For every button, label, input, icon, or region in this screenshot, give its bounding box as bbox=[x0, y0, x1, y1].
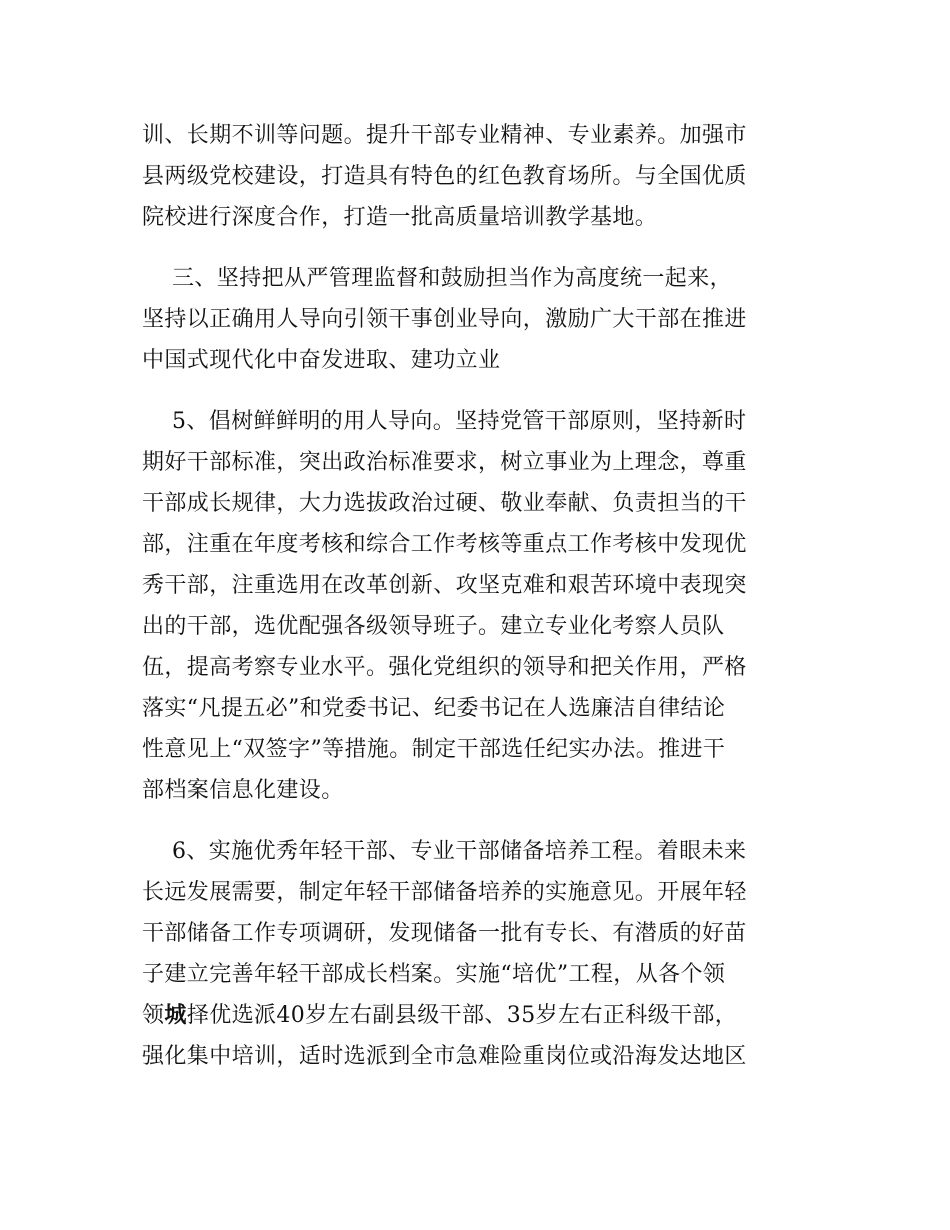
paragraph-6-line-5-prefix: 领 bbox=[142, 1003, 165, 1028]
paragraph-6-line-5 bbox=[142, 1000, 737, 1032]
heading-3-line-3: 中国式现代化中奋发进取、建功立业 bbox=[142, 348, 501, 373]
paragraph-6-line-5-rest: 择优选派40岁左右副县级干部、35岁左右正科级干部， bbox=[186, 1003, 738, 1028]
heading-3-line-2: 坚持以正确用人导向引领干事创业导向，激励广大干部在推进 bbox=[142, 307, 747, 332]
paragraph-5-line-1: 5、倡树鲜鲜明的用人导向。坚持党管干部原则，坚持新时 bbox=[172, 409, 747, 434]
paragraph-5-line-8: 落实“凡提五必”和党委书记、纪委书记在人选廉洁自律结论 bbox=[142, 696, 726, 721]
paragraph-5-line-4: 部，注重在年度考核和综合工作考核等重点工作考核中发现优 bbox=[142, 532, 747, 557]
paragraph-5-line-9: 性意见上“双签字”等措施。制定干部选任纪实办法。推进干 bbox=[142, 737, 726, 762]
paragraph-5-line-6: 出的干部，选优配强各级领导班子。建立专业化考察人员队 bbox=[142, 614, 725, 639]
paragraph-5-line-10: 部档案信息化建设。 bbox=[142, 778, 344, 803]
paragraph-6-line-3: 干部储备工作专项调研，发现储备一批有专长、有潜质的好苗 bbox=[142, 921, 747, 946]
paragraph-5-line-5: 秀干部，注重选用在改革创新、攻坚克难和艰苦环境中表现突 bbox=[142, 573, 747, 598]
paragraph-5-line-3: 干部成长规律，大力选拔政治过硬、敬业奉献、负责担当的干 bbox=[142, 491, 747, 516]
paragraph-6-line-2: 长远发展需要，制定年轻干部储备培养的实施意见。开展年轻 bbox=[142, 880, 747, 905]
heading-3-line-1: 三、坚持把从严管理监督和鼓励担当作为高度统一起来， bbox=[172, 266, 733, 291]
paragraph-6-line-1: 6、实施优秀年轻干部、专业干部储备培养工程。着眼未来 bbox=[172, 839, 747, 864]
paragraph-6-line-4: 子建立完善年轻干部成长档案。实施“培优”工程，从各个领 bbox=[142, 962, 726, 987]
paragraph-1-line-3: 院校进行深度合作，打造一批高质量培训教学基地。 bbox=[142, 205, 658, 230]
paragraph-5-line-2: 期好干部标准，突出政治标准要求，树立事业为上理念，尊重 bbox=[142, 450, 747, 475]
paragraph-1-line-1: 训、长期不训等问题。提升干部专业精神、专业素养。加强市 bbox=[142, 123, 747, 148]
paragraph-1-line-2: 县两级党校建设，打造具有特色的红色教育场所。与全国优质 bbox=[142, 164, 747, 189]
paragraph-6-line-6: 强化集中培训，适时选派到全市急难险重岗位或沿海发达地区 bbox=[142, 1044, 747, 1069]
paragraph-5-line-7: 伍，提高考察专业水平。强化党组织的领导和把关作用，严格 bbox=[142, 655, 747, 680]
paragraph-6-line-5-bold-char: 城 bbox=[164, 1003, 187, 1028]
